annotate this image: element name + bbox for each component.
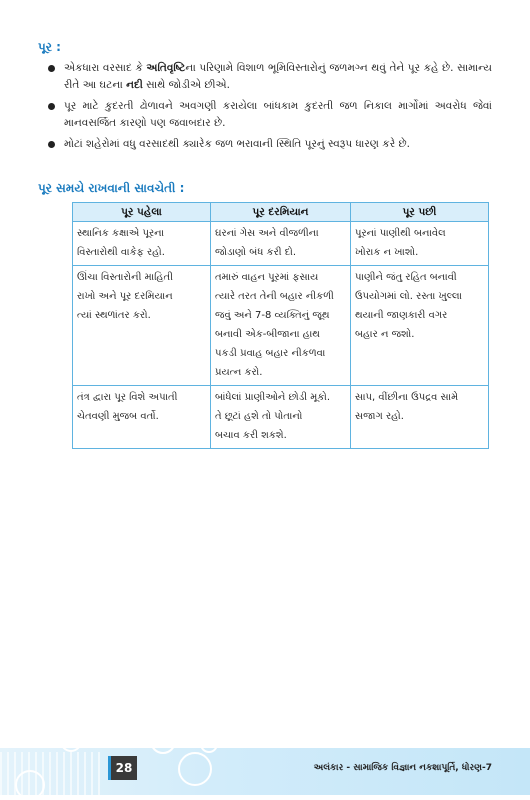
cell-line: ઘરનાં ગેસ અને વીજળીના	[215, 228, 319, 239]
decor-circle	[15, 770, 45, 800]
cell-line: બાંધેલાં પ્રાણીઓને છોડી મૂકો.	[215, 392, 331, 403]
decor-circle	[200, 735, 218, 753]
cell-line: પકડી પ્રવાહ બહાર નીકળવા	[215, 348, 326, 359]
cell-line: સજાગ રહો.	[355, 411, 404, 422]
flood-heading: પૂર :	[38, 40, 61, 54]
cell-line: ત્યાં સ્થળાંતર કરો.	[77, 310, 151, 321]
flood-bullet-2: પૂર માટે કુદરતી ઢોળાવને અવગણી કરાયેલા બાંધકામ કુદરતી જળ નિકાલ માર્ગોમાં અવરોધ જેવાં માનવસર્જિત કારણો પણ જવાબદાર છે.	[46, 98, 492, 132]
cell-line: થયાની જાણકારી વગર	[355, 310, 448, 321]
table-cell-after	[351, 222, 489, 266]
precautions-heading: પૂર સમયે રાખવાની સાવચેતી :	[38, 181, 185, 195]
cell-line: પૂરનાં પાણીથી બનાવેલ	[355, 228, 446, 239]
table-cell-after	[351, 266, 489, 386]
cell-line: ઉપયોગમાં લો. રસ્તા ખુલ્લા	[355, 291, 462, 302]
table-cell-before	[73, 266, 211, 386]
book-title: અલંકાર - સામાજિક વિજ્ઞાન નકશાપૂર્તિ, ધોરણ-7	[313, 763, 492, 773]
table-cell-before	[73, 386, 211, 449]
decor-circle	[150, 728, 176, 754]
cell-line: બહાર ન જશો.	[355, 329, 415, 340]
cell-line: પ્રયત્ન કરો.	[215, 367, 263, 378]
table-cell-during	[211, 386, 351, 449]
table-row	[73, 266, 489, 386]
flood-bullet-list	[46, 60, 492, 157]
table-cell-before	[73, 222, 211, 266]
column-header-before: પૂર પહેલા	[73, 203, 211, 222]
cell-line: જવું અને 7-8 વ્યક્તિનું જૂથ	[215, 310, 330, 321]
cell-line: તે છૂટાં હશે તો પોતાનો	[215, 411, 303, 422]
cell-line: તમારું વાહન પૂરમાં ફસાય	[215, 272, 319, 283]
cell-line: રાખો અને પૂર દરમિયાન	[77, 291, 173, 302]
cell-line: તંત્ર દ્વારા પૂર વિશે અપાતી	[77, 392, 178, 403]
page-number: 28	[108, 756, 137, 780]
table-header-row	[73, 203, 489, 222]
cell-line: પાણીને જંતુ રહિત બનાવી	[355, 272, 457, 283]
cell-line: જોડાણો બંધ કરી દો.	[215, 247, 297, 258]
column-header-during: પૂર દરમિયાન	[211, 203, 351, 222]
cell-line: ત્યારે તરત તેની બહાર નીકળી	[215, 291, 334, 302]
table-cell-during	[211, 266, 351, 386]
decor-circle	[60, 730, 82, 752]
table-row	[73, 222, 489, 266]
precautions-table	[72, 202, 489, 449]
cell-line: સાપ, વીંછીના ઉપદ્રવ સામે	[355, 392, 459, 403]
column-header-after: પૂર પછી	[351, 203, 489, 222]
cell-line: સ્થાનિક કક્ષાએ પૂરના	[77, 228, 165, 239]
cell-line: ચેતવણી મુજબ વર્તો.	[77, 411, 159, 422]
cell-line: બચાવ કરી શકશે.	[215, 430, 287, 441]
flood-bullet-3: મોટાં શહેરોમાં વધુ વરસાદથી ક્યારેક જળ ભરાવાની સ્થિતિ પૂરનું સ્વરૂપ ધારણ કરે છે.	[46, 136, 492, 153]
table-row	[73, 386, 489, 449]
table-cell-after	[351, 386, 489, 449]
bold-term-river: નદી	[126, 79, 143, 91]
cell-line: બનાવી એક-બીજાના હાથ	[215, 329, 320, 340]
flood-bullet-1: એકધારા વરસાદ કે અતિવૃષ્ટિના પરિણામે વિશાળ ભૂમિવિસ્તારોનું જળમગ્ન થવું તેને પૂર કહે છે. સામાન્ય રીતે આ ઘટના નદી સાથે જોડીએ છીએ.	[46, 60, 492, 94]
table-cell-during	[211, 222, 351, 266]
decor-circle	[178, 752, 212, 786]
cell-line: ઊંચા વિસ્તારોની માહિતી	[77, 272, 174, 283]
bold-term-excess-rain: અતિવૃષ્ટિ	[146, 62, 186, 74]
cell-line: ખોરાક ન ખાશો.	[355, 247, 419, 258]
cell-line: વિસ્તારોથી વાકેફ રહો.	[77, 247, 165, 258]
